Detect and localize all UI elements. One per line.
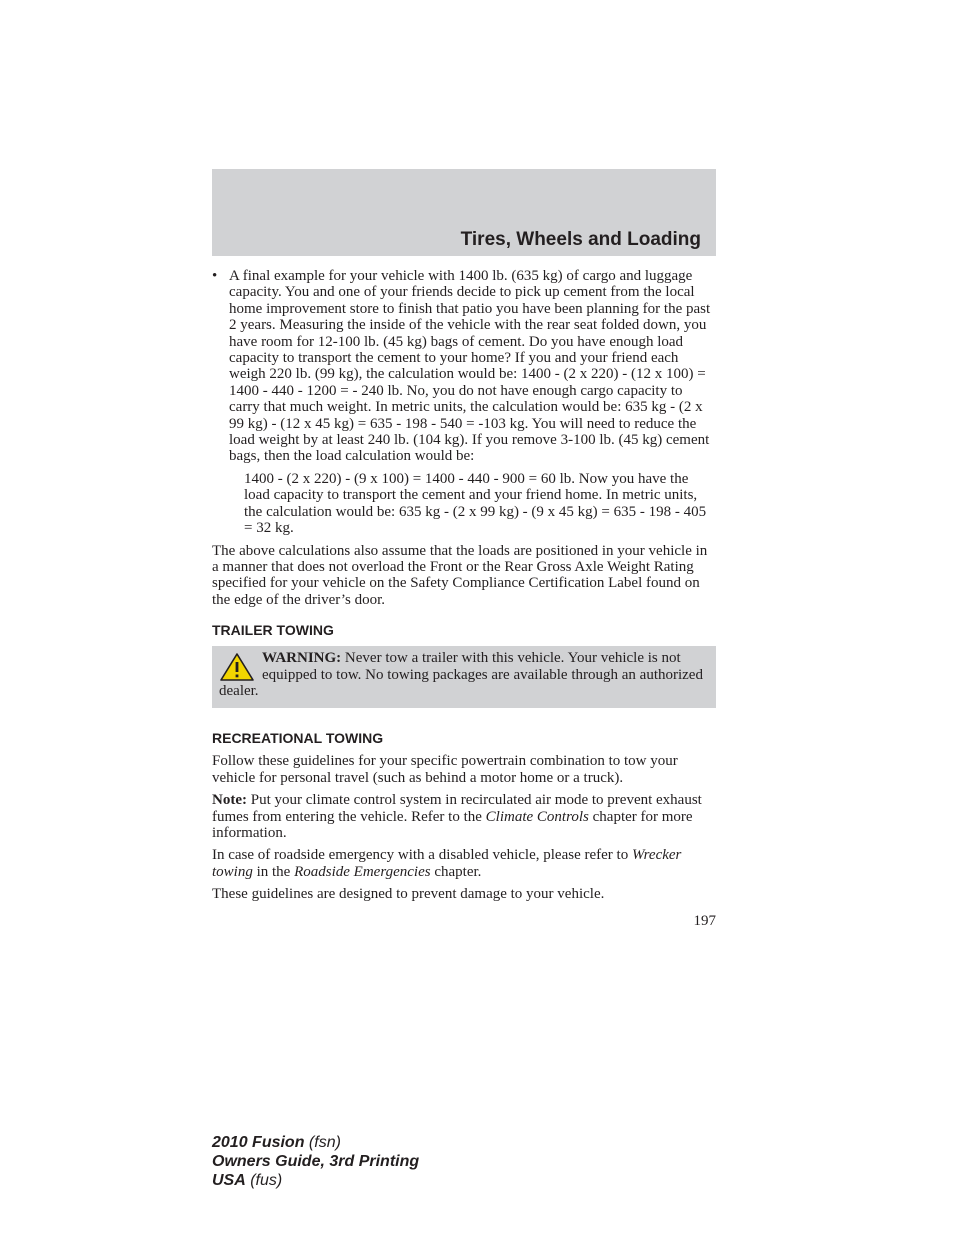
- calc-assumption-paragraph: The above calculations also assume that the loads are positioned in your vehicle in a manner that does not overload the Front or the Rear Gross Axle Weight Rating specified for your vehicle on the Safety Compliance Certification Label found on the edge of the driver’s door.: [212, 542, 708, 608]
- footer: [212, 1133, 419, 1190]
- recreational-intro: Follow these guidelines for your specific powertrain combination to tow your vehicle for personal travel (such as behind a motor home or a truck).: [212, 753, 678, 786]
- page-number: 197: [693, 912, 716, 929]
- section-title: Tires, Wheels and Loading: [460, 229, 701, 250]
- guidelines-paragraph: These guidelines are designed to prevent damage to your vehicle.: [212, 886, 605, 903]
- emergency-paragraph: [212, 847, 716, 880]
- page-content: [212, 268, 716, 929]
- climate-controls-ref: Climate Controls: [485, 808, 589, 825]
- warning-box: [212, 646, 716, 708]
- bullet-item: [212, 268, 716, 537]
- warning-body: Never tow a trailer with this vehicle. Your vehicle is not equipped to tow. No towing packages are available through an authorized dealer.: [219, 650, 703, 699]
- footer-model: 2010 Fusion: [212, 1134, 305, 1151]
- heading-recreational-towing: RECREATIONAL TOWING: [212, 730, 384, 747]
- note-text-end: chapter for more information.: [212, 808, 693, 841]
- roadside-emergencies-ref: Roadside Emergencies: [294, 863, 431, 880]
- footer-printing: Owners Guide, 3rd Printing: [212, 1153, 420, 1170]
- footer-line-3: [212, 1171, 419, 1190]
- warning-triangle-icon: [219, 652, 255, 682]
- header-band: [212, 169, 716, 256]
- note-paragraph: [212, 792, 716, 841]
- emergency-text-end: chapter.: [430, 863, 482, 880]
- footer-line-2: [212, 1152, 419, 1171]
- bullet-calculation: 1400 - (2 x 220) - (9 x 100) = 1400 - 440 - 900 = 60 lb. Now you have the load capacity to transport the cement and your friend home. In metric units, the calculation would be: 635 kg - (2 x 99 kg) - (9 x 45 kg) = 635 - 198 - 405 = 32 kg.: [244, 470, 707, 537]
- footer-model-code: (fsn): [304, 1134, 341, 1151]
- emergency-text: In case of roadside emergency with a disabled vehicle, please refer to: [212, 847, 632, 864]
- note-label: Note:: [212, 792, 247, 809]
- warning-text: [219, 650, 706, 699]
- footer-line-1: [212, 1133, 419, 1152]
- bullet-mark: •: [212, 268, 218, 284]
- heading-trailer-towing: TRAILER TOWING: [212, 622, 334, 639]
- warning-label: WARNING:: [262, 650, 342, 667]
- note-text: Put your climate control system in recirculated air mode to prevent exhaust fumes from entering the vehicle. Refer to the: [212, 792, 702, 825]
- footer-market: USA: [212, 1172, 246, 1189]
- footer-market-code: (fus): [245, 1172, 283, 1189]
- wrecker-towing-ref: Wrecker towing: [212, 847, 682, 880]
- bullet-text: A final example for your vehicle with 1400 lb. (635 kg) of cargo and luggage capacity. You and one of your friends decide to pick up cement from the local home improvement store to finish that patio you have been planning for the past 2 years. Measuring the inside of the vehicle with the rear seat folded down, you have room for 12-100 lb. (45 kg) bags of cement. Do you have enough load capacity to transport the cement to your home? If you and your friend each weigh 220 lb. (99 kg), the calculation would be: 1400 - (2 x 220) - (12 x 100) = 1400 - 440 - 1200 = - 240 lb. No, you do not have enough cargo capacity to carry that much weight. In metric units, the calculation would be: 635 kg - (2 x 99 kg) - (12 x 45 kg) = 635 - 198 - 540 = -103 kg. You will need to reduce the load weight by at least 240 lb. (104 kg). If you remove 3-100 lb. (45 kg) cement bags, then the load calculation would be:: [229, 268, 711, 465]
- emergency-text-mid: in the: [252, 863, 295, 880]
